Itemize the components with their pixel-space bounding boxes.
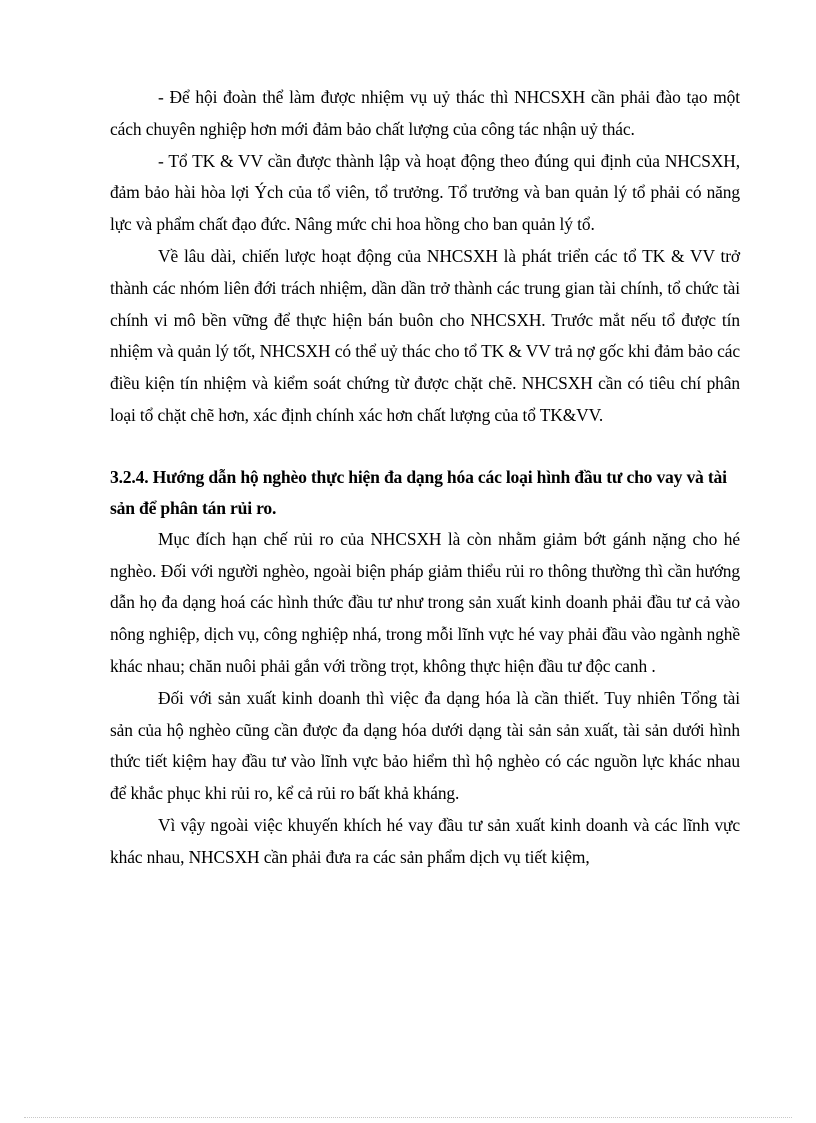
paragraph-training-requirement: - Để hội đoàn thể làm được nhiệm vụ uỷ thác thì NHCSXH cần phải đào tạo một cách chuyên nghiệp hơn mới đảm bảo chất lượng của công tác nhận uỷ thác. [110,87,740,139]
section-heading: 3.2.4. Hướng dẫn hộ nghèo thực hiện đa dạng hóa các loại hình đầu tư cho vay và tài sản để phân tán rủi ro. [110,466,727,518]
document-body [110,82,740,874]
paragraph-risk-purpose: Mục đích hạn chế rủi ro của NHCSXH là còn nhằm giảm bớt gánh nặng cho hé nghèo. Đối với người nghèo, ngoài biện pháp giảm thiểu rủi ro thông thường thì cần hướng dẫn họ đa dạng hoá các hình thức đầu tư như trong sản xuất kinh doanh phải đầu tư cả vào nông nghiệp, dịch vụ, công nghiệp nhá, trong mỗi lĩnh vực hé vay phải đầu vào ngành nghề khác nhau; chăn nuôi phải gắn với trồng trọt, không thực hiện đầu tư độc canh . [110,528,740,676]
paragraph-long-term-strategy: Về lâu dài, chiến lược hoạt động của NHCSXH là phát triển các tổ TK & VV trở thành các nhóm liên đới trách nhiệm, dần dần trở thành các trung gian tài chính, tổ chức tài chính vi mô bền vững để thực hiện bán buôn cho NHCSXH. Trước mắt nếu tổ được tín nhiệm và quản lý tốt, NHCSXH có thể uỷ thác cho tổ TK & VV trả nợ gốc khi đảm bảo các điều kiện tín nhiệm và kiểm soát chứng từ được chặt chẽ. NHCSXH cần có tiêu chí phân loại tổ chặt chẽ hơn, xác định chính xác hơn chất lượng của tổ TK&VV. [110,245,740,425]
paragraph-savings-products: Vì vậy ngoài việc khuyến khích hé vay đầu tư sản xuất kinh doanh và các lĩnh vực khác nhau, NHCSXH cần phải đưa ra các sản phẩm dịch vụ tiết kiệm, [110,814,740,867]
paragraph-asset-diversification: Đối với sản xuất kinh doanh thì việc đa dạng hóa là cần thiết. Tuy nhiên Tổng tài sản của hộ nghèo cũng cần được đa dạng hóa dưới dạng tài sản sản xuất, tài sản dưới hình thức tiết kiệm hay đầu tư vào lĩnh vực bảo hiểm thì hộ nghèo có các nguồn lực khác nhau để khắc phục khi rủi ro, kể cả rủi ro bất khả kháng. [110,687,740,804]
footer-divider [24,1117,792,1118]
paragraph-savings-group-rules: - Tổ TK & VV cần được thành lập và hoạt động theo đúng qui định của NHCSXH, đảm bảo hài hòa lợi Ých của tổ viên, tổ trưởng. Tổ trưởng và ban quản lý tổ phải có năng lực và phẩm chất đạo đức. Nâng mức chi hoa hồng cho ban quản lý tổ. [110,150,740,235]
